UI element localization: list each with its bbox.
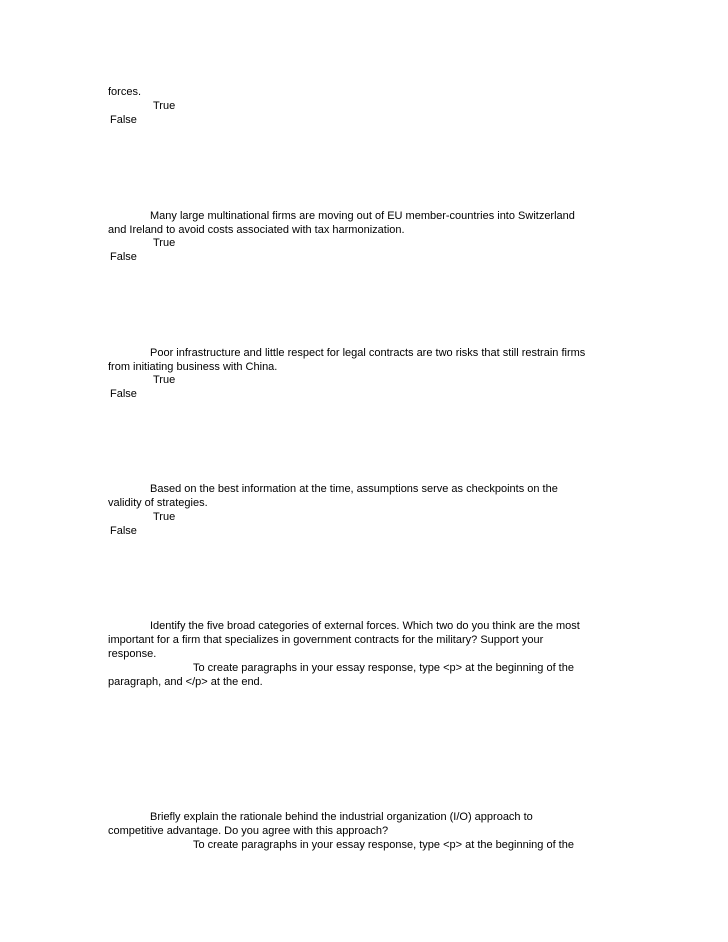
essay-question-text: Briefly explain the rationale behind the industrial organization (I/O) approach to (150, 811, 533, 823)
essay-question-text: important for a firm that specializes in government contracts for the military? Support your (108, 634, 544, 646)
option-false[interactable]: False (110, 388, 137, 400)
question-text: Many large multinational firms are moving out of EU member-countries into Switzerland (150, 210, 575, 222)
essay-question-text: Identify the five broad categories of external forces. Which two do you think are the most (150, 620, 580, 632)
essay-instruction: paragraph, and </p> at the end. (108, 676, 263, 688)
question-text: Based on the best information at the time, assumptions serve as checkpoints on the (150, 483, 558, 495)
question-text: Poor infrastructure and little respect for legal contracts are two risks that still restrain firms (150, 347, 586, 359)
essay-instruction: To create paragraphs in your essay response, type <p> at the beginning of the (193, 662, 574, 674)
option-false[interactable]: False (110, 251, 137, 263)
question-text: and Ireland to avoid costs associated with tax harmonization. (108, 224, 405, 236)
essay-instruction: To create paragraphs in your essay response, type <p> at the beginning of the (193, 839, 574, 851)
question-fragment-text: forces. (108, 86, 142, 98)
question-text: validity of strategies. (108, 497, 208, 509)
essay-question-text: response. (108, 648, 157, 660)
question-text: from initiating business with China. (108, 361, 278, 373)
option-false[interactable]: False (110, 525, 137, 537)
option-true[interactable]: True (153, 237, 176, 249)
essay-question-text: competitive advantage. Do you agree with this approach? (108, 825, 389, 837)
option-true[interactable]: True (153, 100, 176, 112)
option-false[interactable]: False (110, 114, 137, 126)
option-true[interactable]: True (153, 374, 176, 386)
option-true[interactable]: True (153, 511, 176, 523)
